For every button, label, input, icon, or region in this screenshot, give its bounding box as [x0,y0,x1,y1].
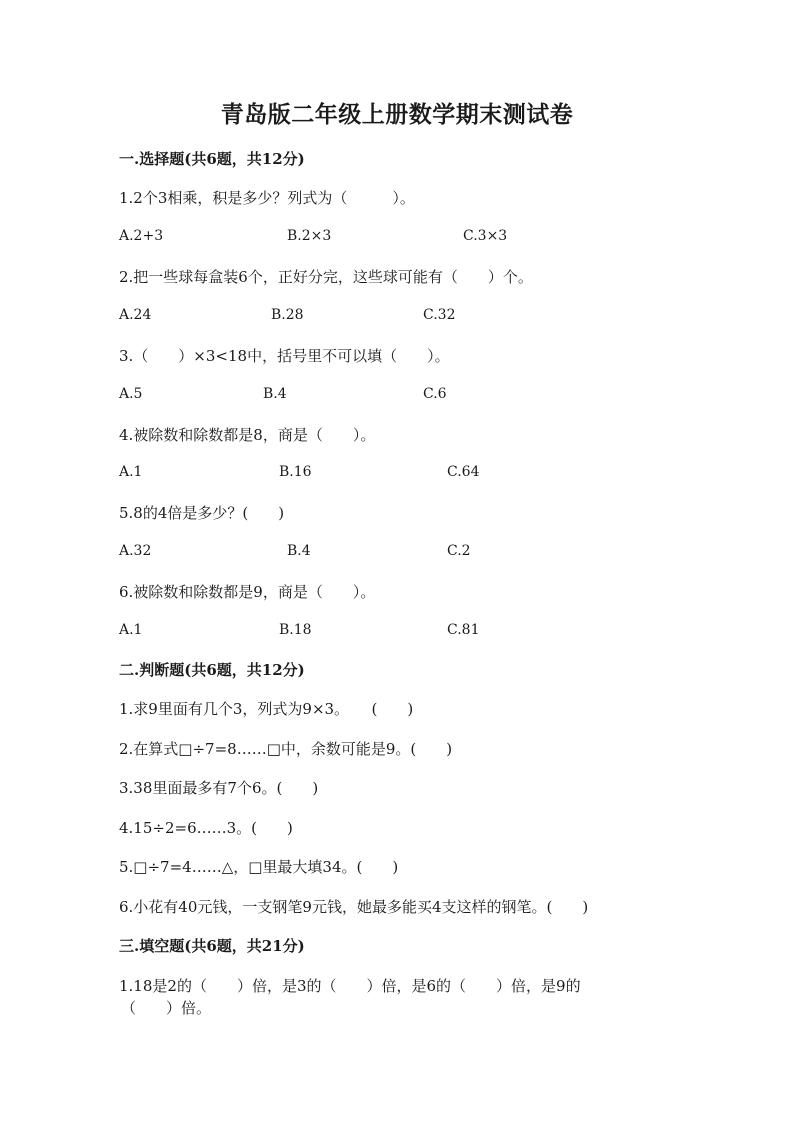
option-c: C.2 [447,543,471,559]
question-stem-continued: （ ）倍。 [121,999,212,1017]
option-b: B.16 [279,464,312,480]
option-b: B.28 [271,307,304,323]
option-a: A.1 [119,622,143,638]
section-header-judge: 二.判断题(共6题，共12分) [119,661,305,679]
question-stem: 3.（ ）×3<18中，括号里不可以填（ ）。 [119,347,450,365]
question-stem: 4.被除数和除数都是8，商是（ ）。 [119,426,376,444]
section-header-choice: 一.选择题(共6题，共12分) [119,150,305,168]
option-b: B.2×3 [287,228,332,244]
option-a: A.5 [119,386,143,402]
option-c: C.64 [447,464,480,480]
option-b: B.18 [279,622,312,638]
question-stem: 6.被除数和除数都是9，商是（ ）。 [119,583,376,601]
question-stem: 1.18是2的（ ）倍，是3的（ ）倍，是6的（ ）倍，是9的 [119,977,581,995]
question-stem: 4.15÷2=6……3。( ) [119,819,293,837]
option-b: B.4 [287,543,311,559]
option-a: A.24 [119,307,152,323]
question-stem: 5.8的4倍是多少？( ) [119,504,285,522]
question-stem: 3.38里面最多有7个6。( ) [119,779,319,797]
option-c: C.32 [423,307,456,323]
option-b: B.4 [263,386,287,402]
option-c: C.81 [447,622,480,638]
page-title: 青岛版二年级上册数学期末测试卷 [220,101,574,128]
option-a: A.32 [119,543,152,559]
question-stem: 2.把一些球每盒装6个，正好分完，这些球可能有（ ）个。 [119,268,533,286]
question-stem: 1.2个3相乘，积是多少？列式为（ ）。 [119,189,415,207]
question-stem: 6.小花有40元钱，一支钢笔9元钱，她最多能买4支这样的钢笔。( ) [119,898,589,916]
section-header-fill: 三.填空题(共6题，共21分) [119,937,305,955]
question-stem: 2.在算式□÷7=8……□中，余数可能是9。( ) [119,740,453,758]
question-stem: 5.□÷7=4……△，□里最大填34。( ) [119,858,399,876]
option-a: A.2+3 [119,228,164,244]
option-c: C.3×3 [463,228,508,244]
option-c: C.6 [423,386,447,402]
question-stem: 1.求9里面有几个3，列式为9×3。 ( ) [119,700,414,718]
option-a: A.1 [119,464,143,480]
